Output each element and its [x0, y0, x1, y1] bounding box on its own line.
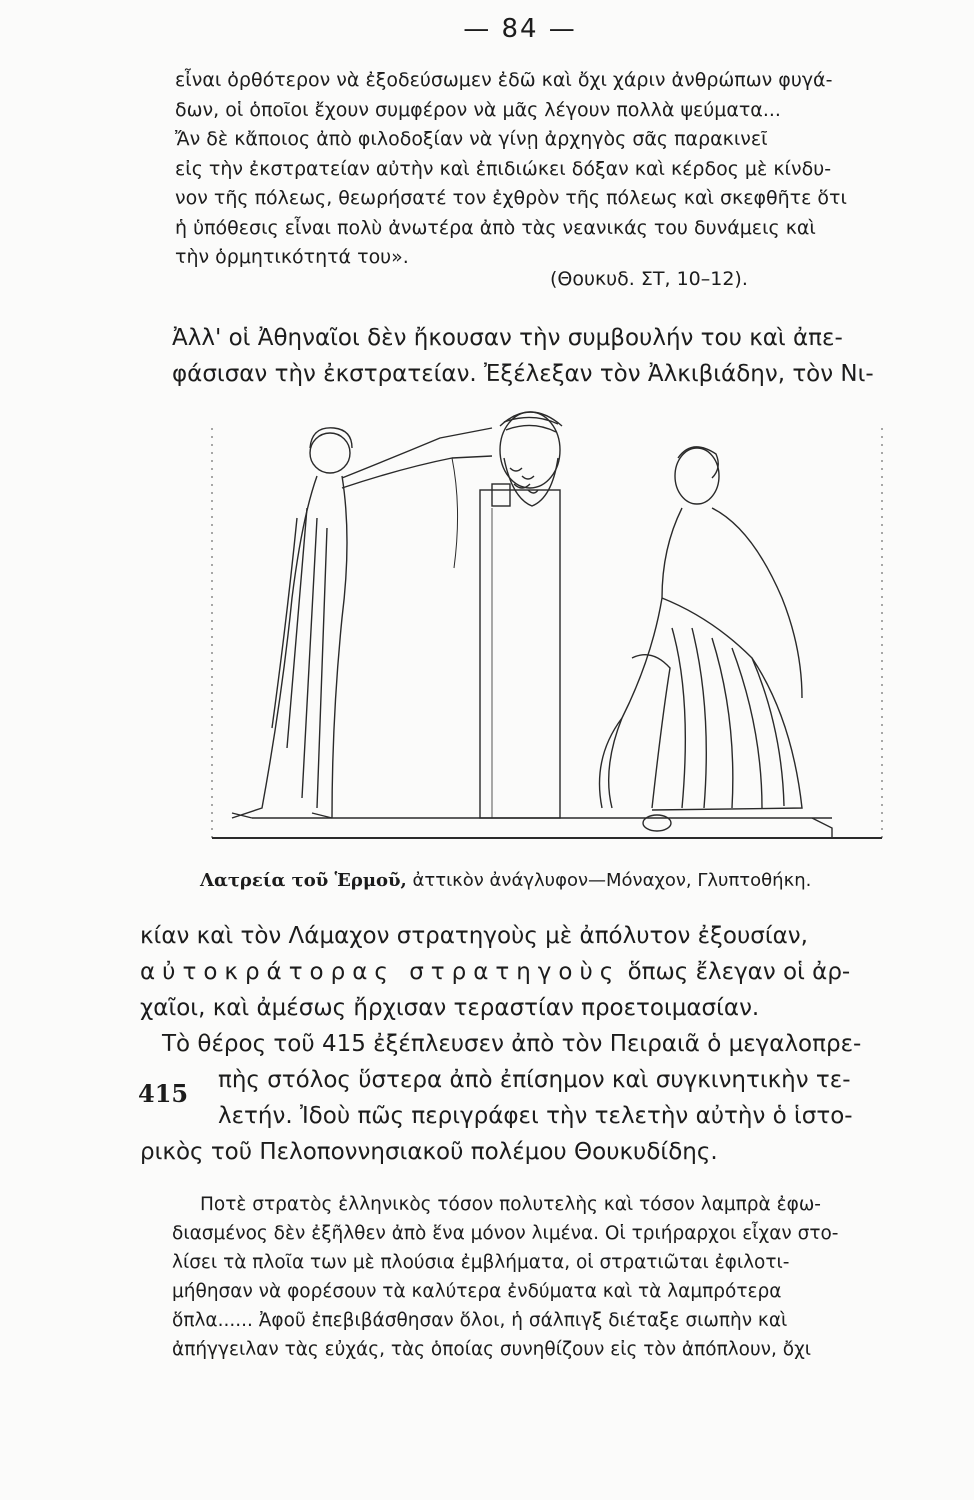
caption-source: ἀττικὸν ἀνάγλυφον—Μόναχον, Γλυπτοθήκη.: [406, 870, 812, 891]
paragraph-line: κίαν καὶ τὸν Λάμαχον στρατηγοὺς μὲ ἀπόλυτον ἐξουσίαν,: [140, 923, 808, 949]
quote-line: εἶναι ὀρθότερον νὰ ἐξοδεύσωμεν ἐδῶ καὶ ὄχι χάριν ἀνθρώπων φυγά-: [175, 69, 833, 91]
quote-thucydides-speech: [175, 66, 915, 273]
spaced-emphasis: αὐτοκράτορας στρατηγοὺς: [140, 959, 621, 985]
page-number: — 84 —: [463, 14, 577, 44]
quote-citation: (Θουκυδ. ΣΤ, 10–12).: [550, 268, 748, 290]
quote-line: Ποτὲ στρατὸς ἑλληνικὸς τόσον πολυτελὴς καὶ τόσον λαμπρὰ ἐφω-: [200, 1194, 821, 1215]
quote-fleet-description: [172, 1190, 932, 1364]
paragraph-line: χαῖοι, καὶ ἀμέσως ἤρχισαν τεραστίαν προετοιμασίαν.: [140, 995, 760, 1021]
figure-caption: [200, 870, 900, 891]
quote-line: ἡ ὑπόθεσις εἶναι πολὺ ἀνωτέρα ἀπὸ τὰς νεανικάς του δυνάμεις καὶ: [175, 216, 816, 239]
quote-line: Ἄν δὲ κἄποιος ἀπὸ φιλοδοξίαν νὰ γίνῃ ἀρχηγὸς σᾶς παρακινεῖ: [175, 128, 768, 150]
left-figure: [232, 428, 492, 818]
paragraph-line: φάσισαν τὴν ἐκστρατείαν. Ἐξέλεξαν τὸν Ἀλκιβιάδην, τὸν Νι-: [172, 361, 874, 387]
quote-line: δων, οἱ ὁποῖοι ἔχουν συμφέρον νὰ μᾶς λέγουν πολλὰ ψεύματα...: [175, 98, 781, 121]
paragraph-line-rest: ὅπως ἔλεγαν οἱ ἀρ-: [620, 959, 851, 985]
right-figure: [600, 447, 803, 831]
margin-year-note: 415: [138, 1079, 189, 1108]
quote-line: λίσει τὰ πλοῖα των μὲ πλούσια ἐμβλήματα, οἱ στρατιῶται ἐφιλοτι-: [172, 1252, 790, 1273]
paragraph-line: πὴς στόλος ὕστερα ἀπὸ ἐπίσημον καὶ συγκινητικὴν τε-: [218, 1067, 851, 1093]
caption-title: Λατρεία τοῦ Ἑρμοῦ,: [200, 870, 407, 891]
quote-line: τὴν ὁρμητικότητά του».: [175, 246, 409, 268]
quote-line: μήθησαν νὰ φορέσουν τὰ καλύτερα ἐνδύματα καὶ τὰ λαμπρότερα: [172, 1281, 782, 1302]
paragraph-generals-and-fleet: [140, 918, 940, 1170]
paragraph-line: ρικὸς τοῦ Πελοποννησιακοῦ πολέμου Θουκυδίδης.: [140, 1139, 718, 1165]
relief-drawing: [192, 398, 892, 858]
quote-line: ὅπλα...... Ἀφοῦ ἐπεβιβάσθησαν ὅλοι, ἡ σάλπιγξ διέταξε σιωπὴν καὶ: [172, 1310, 788, 1331]
quote-line: ἀπήγγειλαν τὰς εὐχάς, τὰς ὁποίας συνηθίζουν εἰς τὸν ἀπόπλουν, ὄχι: [172, 1339, 812, 1360]
quote-line: εἰς τὴν ἐκστρατείαν αὐτὴν καὶ ἐπιδιώκει δόξαν καὶ κέρδος μὲ κίνδυ-: [175, 157, 832, 180]
paragraph-line: Τὸ θέρος τοῦ 415 ἐξέπλευσεν ἀπὸ τὸν Πειραιᾶ ὁ μεγαλοπρε-: [162, 1031, 862, 1057]
quote-line: διασμένος δὲν ἐξῆλθεν ἀπὸ ἕνα μόνον λιμένα. Οἱ τριήραρχοι εἶχαν στο-: [172, 1223, 839, 1244]
herm-head: [500, 412, 562, 506]
paragraph-athenians-decision: [172, 320, 932, 392]
paragraph-line: [140, 954, 940, 990]
paragraph-line: λετήν. Ἰδοὺ πῶς περιγράφει τὴν τελετὴν αὐτὴν ὁ ἱστο-: [218, 1103, 853, 1129]
quote-line: νον τῆς πόλεως, θεωρήσατέ τον ἐχθρὸν τῆς πόλεως καὶ σκεφθῆτε ὅτι: [175, 187, 847, 209]
paragraph-line: Ἀλλ' οἱ Ἀθηναῖοι δὲν ἤκουσαν τὴν συμβουλήν του καὶ ἀπε-: [172, 325, 843, 351]
relief-illustration: [192, 398, 892, 858]
